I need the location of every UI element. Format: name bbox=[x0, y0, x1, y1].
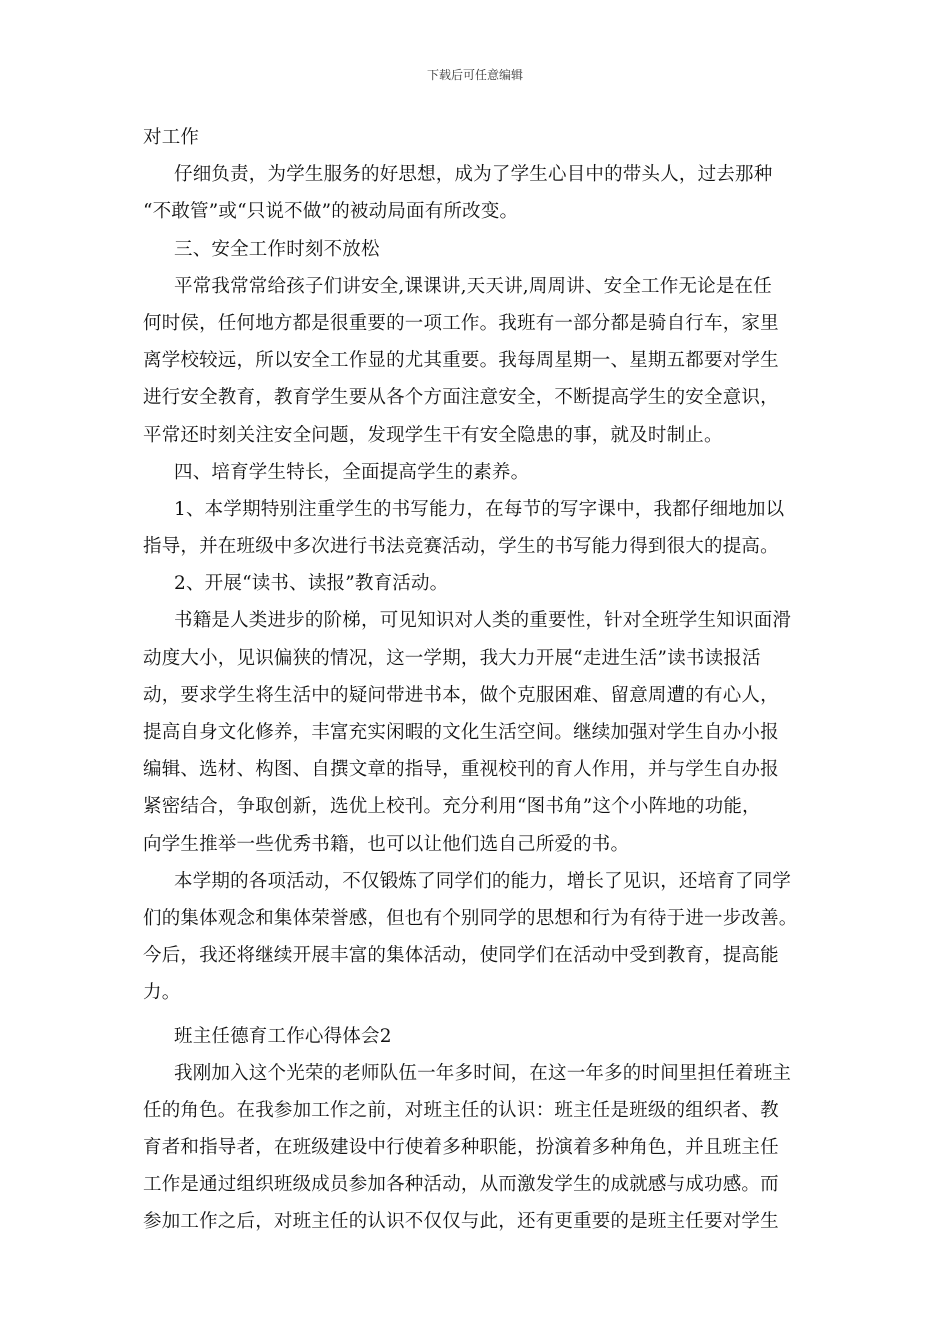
text-line: 任的角色。在我参加工作之前，对班主任的认识：班主任是班级的组织者、教 bbox=[143, 1099, 779, 1121]
text-line: 对工作 bbox=[143, 127, 200, 148]
text-line: 们的集体观念和集体荣誉感，但也有个别同学的思想和行为有待于进一步改善。 bbox=[143, 907, 798, 929]
text-line: 参加工作之后，对班主任的认识不仅仅与此，还有更重要的是班主任要对学生 bbox=[143, 1211, 779, 1233]
text-line: 本学期的各项活动，不仅锻炼了同学们的能力，增长了见识，还培育了同学 bbox=[174, 870, 792, 892]
text-line: 书籍是人类进步的阶梯，可见知识对人类的重要性，针对全班学生知识面滑 bbox=[174, 610, 792, 632]
text-line: 工作是通过组织班级成员参加各种活动，从而激发学生的成就感与成功感。而 bbox=[143, 1174, 779, 1196]
text-line: 仔细负责，为学生服务的好思想，成为了学生心目中的带头人，过去那种 bbox=[174, 164, 773, 186]
text-line: 动度大小，见识偏狭的情况，这一学期，我大力开展“走进生活”读书读报活 bbox=[143, 647, 761, 669]
text-line: 1、本学期特别注重学生的书写能力，在每节的写字课中，我都仔细地加以 bbox=[174, 498, 785, 520]
text-line: 平常我常常给孩子们讲安全,课课讲,天天讲,周周讲、安全工作无论是在任 bbox=[174, 275, 772, 297]
text-line: 进行安全教育，教育学生要从各个方面注意安全，不断提高学生的安全意识， bbox=[143, 387, 779, 409]
text-line: “不敢管”或“只说不做”的被动局面有所改变。 bbox=[143, 201, 519, 223]
text-line: 育者和指导者，在班级建设中行使着多种职能，扮演着多种角色，并且班主任 bbox=[143, 1137, 779, 1159]
text-line: 动，要求学生将生活中的疑问带进书本，做个克服困难、留意周遭的有心人， bbox=[143, 684, 779, 706]
text-line: 2、开展“读书、读报”教育活动。 bbox=[174, 573, 449, 595]
text-line: 四、培育学生特长，全面提高学生的素养。 bbox=[174, 461, 530, 483]
text-line: 提高自身文化修养，丰富充实闲暇的文化生活空间。继续加强对学生自办小报 bbox=[143, 722, 779, 743]
text-line: 平常还时刻关注安全问题，发现学生干有安全隐患的事，就及时制止。 bbox=[143, 424, 723, 446]
text-line: 向学生推举一些优秀书籍，也可以让他们选自己所爱的书。 bbox=[143, 833, 630, 855]
text-line: 力。 bbox=[143, 982, 181, 1004]
text-line: 三、安全工作时刻不放松 bbox=[174, 238, 380, 260]
text-line: 指导，并在班级中多次进行书法竞赛活动，学生的书写能力得到很大的提高。 bbox=[143, 536, 779, 558]
text-line: 编辑、选材、构图、自撰文章的指导，重视校刊的育人作用，并与学生自办报 bbox=[143, 759, 779, 781]
text-line: 我刚加入这个光荣的老师队伍一年多时间，在这一年多的时间里担任着班主 bbox=[174, 1062, 792, 1084]
text-line: 班主任德育工作心得体会2 bbox=[174, 1025, 392, 1047]
text-line: 何时侯，任何地方都是很重要的一项工作。我班有一部分都是骑自行车，家里 bbox=[143, 312, 779, 334]
text-line: 今后，我还将继续开展丰富的集体活动，使同学们在活动中受到教育，提高能 bbox=[143, 945, 779, 967]
text-line: 离学校较远，所以安全工作显的尤其重要。我每周星期一、星期五都要对学生 bbox=[143, 350, 779, 372]
document-body bbox=[143, 119, 818, 1241]
text-line: 紧密结合，争取创新，选优上校刊。充分利用“图书角”这个小阵地的功能， bbox=[143, 796, 761, 818]
page-header: 下载后可任意编辑 bbox=[426, 68, 523, 82]
